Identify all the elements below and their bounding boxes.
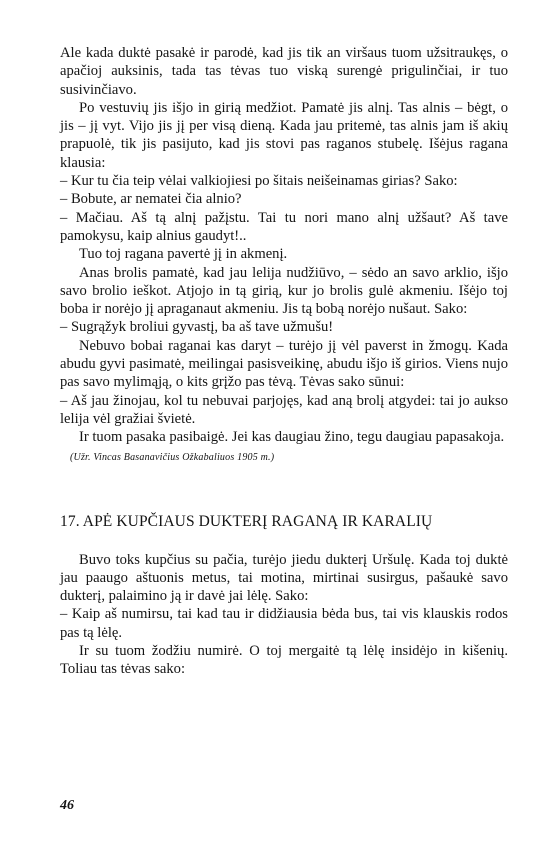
dialogue-line: – Mačiau. Aš tą alnį pažįstu. Tai tu nori mano alnį užšaut? Aš tave pamokysu, kaip alnius gaudyt!.. (60, 209, 508, 244)
story-paragraph: Nebuvo bobai raganai kas daryt – turėjo jį vėl paverst in žmogų. Kada abudu gyvi pasimatė, meilingai pasisveikinę, abudu išjo iš girios. Viens nujo pas savo mylimąją, o kits grįžo pas tėvą. Tėvas sako sūnui: (60, 337, 508, 391)
title-spacing (60, 531, 508, 551)
dialogue-line: – Kaip aš numirsu, tai kad tau ir didžiausia bėda bus, tai vis klauskis rodos pas tą lėlę. (60, 606, 508, 641)
story-paragraph: Ale kada duktė pasakė ir parodė, kad jis tik an viršaus tuom užsitraukęs, o apačioj auksinis, tada tas tėvas tuo viską surengė prigulinčiai, ir tuo susivinčiavo. (60, 45, 508, 98)
story-paragraph: Tuo toj ragana pavertė jį in akmenį. (79, 246, 288, 263)
source-note: (Užr. Vincas Basanavičius Ožkabaliuos 1905 m.) (70, 451, 275, 463)
page-number: 46 (60, 798, 74, 813)
story-paragraph: Ir tuom pasaka pasibaigė. Jei kas daugiau žino, tegu daugiau papasakoja. (79, 429, 505, 446)
dialogue-line: – Bobute, ar nematei čia alnio? (60, 191, 242, 208)
chapter-paragraph: Buvo toks kupčius su pačia, turėjo jiedu dukterį Uršulę. Kada toj duktė jau paaugo aštuonis metus, tai motina, mirtinai susirgus, pašaukė savo dukterį, palaimino ją ir davė jai lėlę. Sako: (60, 551, 508, 605)
chapter-title: 17. APĖ KUPČIAUS DUKTERĮ RAGANĄ IR KARALIŲ (60, 512, 433, 530)
chapter-paragraph: Ir su tuom žodžiu numirė. O toj mergaitė tą lėlę insidėjo in kišenių. Toliau tas tėvas sako: (60, 643, 508, 678)
dialogue-line: – Sugrąžyk broliui gyvastį, ba aš tave užmušu! (60, 319, 334, 336)
book-page (60, 44, 508, 679)
dialogue-line: – Aš jau žinojau, kol tu nebuvai parjojęs, kad aną brolį atgydei: tai jo aukso lelija vėl gražiai švietė. (60, 392, 508, 427)
story-paragraph: Po vestuvių jis išjo in girią medžiot. Pamatė jis alnį. Tas alnis – bėgt, o jis – jį vyt. Vijo jis jį per visą dieną. Kada jau pritemė, tas alnis jam iš akių prapuolė, tik jis pasijuto, kad jis stovi pas raganos stubelę. Išėjus ragana klausia: (60, 99, 508, 171)
dialogue-line: – Kur tu čia teip vėlai valkiojiesi po šitais neišeinamas girias? Sako: (60, 173, 458, 190)
story-paragraph: Anas brolis pamatė, kad jau lelija nudžiūvo, – sėdo an savo arklio, išjo savo brolio ieškot. Atjojo in tą girią, kur jo brolis gulė akmeniu. Išėjo toj boba ir norėjo jį apraganaut akmeniu. Jis tą bobą norėjo nušaut. Sako: (60, 264, 508, 318)
